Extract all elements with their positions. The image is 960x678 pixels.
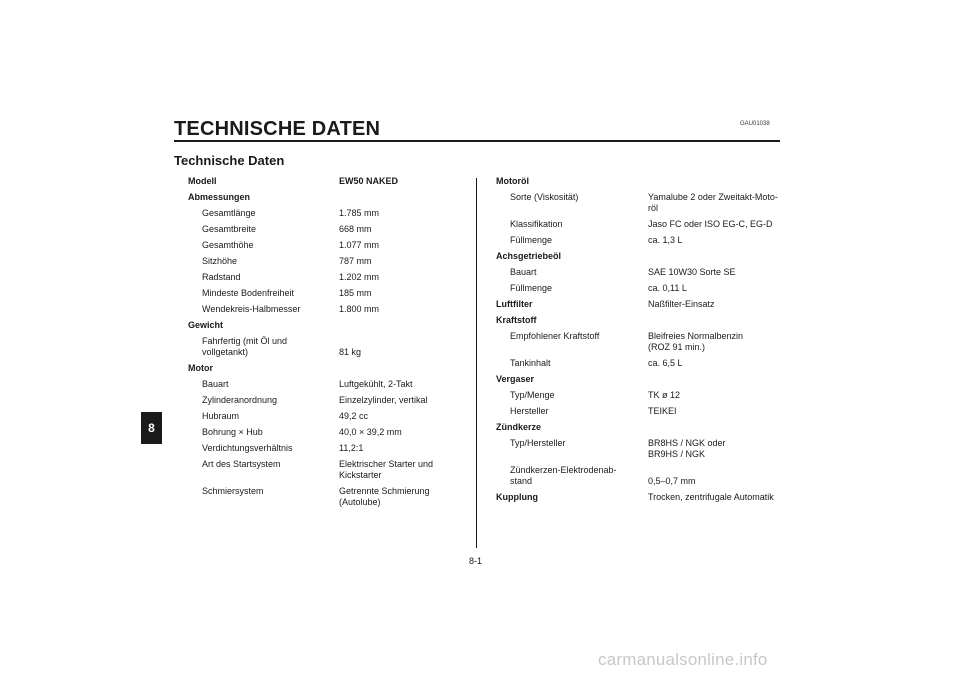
spec-label: Gesamtbreite	[202, 224, 257, 234]
title-rule	[174, 140, 780, 142]
spec-label: Motor	[188, 363, 213, 373]
chapter-number: 8	[148, 421, 155, 435]
spec-label: Bohrung × Hub	[202, 427, 263, 437]
spec-value: ca. 0,11 L	[648, 283, 687, 293]
spec-label: Bauart	[202, 379, 229, 389]
spec-label: Verdichtungsverhältnis	[202, 443, 293, 453]
spec-label: Klassifikation	[510, 219, 563, 229]
spec-value: EW50 NAKED	[339, 176, 399, 186]
spec-value-line: BR9HS / NGK	[648, 449, 706, 459]
spec-label: Abmessungen	[188, 192, 251, 202]
spec-label-line: stand	[510, 476, 533, 486]
document-code: GAU01038	[740, 121, 770, 127]
spec-value	[648, 331, 743, 353]
site-watermark: carmanualsonline.info	[598, 650, 768, 669]
spec-label: Füllmenge	[510, 235, 553, 245]
spec-value: TEIKEI	[648, 406, 677, 416]
spec-label: Gewicht	[188, 320, 224, 330]
spec-label: Sorte (Viskosität)	[510, 192, 579, 202]
spec-value-line: Yamalube 2 oder Zweitakt-Moto-	[648, 192, 778, 202]
spec-value: 787 mm	[339, 256, 372, 266]
spec-label: Radstand	[202, 272, 241, 282]
spec-value: 81 kg	[339, 347, 362, 357]
spec-label: Zündkerze	[496, 422, 542, 432]
spec-value-line: Getrennte Schmierung	[339, 486, 430, 496]
spec-label	[510, 465, 617, 487]
spec-label: Kupplung	[496, 492, 538, 502]
spec-value: Einzelzylinder, vertikal	[339, 395, 428, 405]
chapter-tab	[141, 412, 162, 444]
spec-value: TK ø 12	[648, 390, 681, 400]
spec-value-line: Bleifreies Normalbenzin	[648, 331, 744, 341]
spec-value: SAE 10W30 Sorte SE	[648, 267, 736, 277]
spec-label-line: vollgetankt)	[202, 347, 249, 357]
spec-label: Kraftstoff	[496, 315, 537, 325]
spec-value: 185 mm	[339, 288, 372, 298]
spec-label: Schmiersystem	[202, 486, 264, 496]
spec-value: 1.785 mm	[339, 208, 380, 218]
spec-value	[648, 192, 778, 214]
spec-label: Hubraum	[202, 411, 240, 421]
spec-value	[339, 459, 433, 481]
spec-label: Typ/Menge	[510, 390, 555, 400]
spec-value: ca. 1,3 L	[648, 235, 683, 245]
spec-value: 40,0 × 39,2 mm	[339, 427, 402, 437]
spec-label: Hersteller	[510, 406, 549, 416]
spec-label: Gesamthöhe	[202, 240, 254, 250]
spec-label: Tankinhalt	[510, 358, 551, 368]
spec-value: ca. 6,5 L	[648, 358, 683, 368]
spec-label: Füllmenge	[510, 283, 553, 293]
spec-value: 1.077 mm	[339, 240, 380, 250]
section-subtitle: Technische Daten	[174, 153, 285, 168]
spec-label: Motoröl	[496, 176, 529, 186]
spec-value	[648, 438, 726, 460]
spec-label: Empfohlener Kraftstoff	[510, 331, 600, 341]
spec-value: 1.202 mm	[339, 272, 380, 282]
spec-label: Sitzhöhe	[202, 256, 238, 266]
spec-label: Zylinderanordnung	[202, 395, 278, 405]
spec-value: 1.800 mm	[339, 304, 380, 314]
page-number: 8-1	[469, 556, 483, 566]
spec-label: Gesamtlänge	[202, 208, 256, 218]
spec-value-line: (ROZ 91 min.)	[648, 342, 706, 352]
spec-value	[339, 486, 430, 508]
spec-label: Mindeste Bodenfreiheit	[202, 288, 295, 298]
spec-value-line: Elektrischer Starter und	[339, 459, 434, 469]
spec-value: 0,5–0,7 mm	[648, 476, 696, 486]
spec-label: Bauart	[510, 267, 537, 277]
spec-value: Jaso FC oder ISO EG-C, EG-D	[648, 219, 773, 229]
spec-label-line: Zündkerzen-Elektrodenab-	[510, 465, 617, 475]
spec-value: Naßfilter-Einsatz	[648, 299, 715, 309]
spec-value-line: (Autolube)	[339, 497, 381, 507]
spec-label: Achsgetriebeöl	[496, 251, 562, 261]
spec-value: 11,2:1	[339, 443, 364, 453]
spec-value: Trocken, zentrifugale Automatik	[648, 492, 774, 502]
spec-label-line: Fahrfertig (mit Öl und	[202, 336, 288, 346]
spec-label: Typ/Hersteller	[510, 438, 566, 448]
spec-label: Art des Startsystem	[202, 459, 281, 469]
column-divider	[476, 178, 477, 548]
page-title: TECHNISCHE DATEN	[174, 118, 381, 140]
spec-label: Wendekreis-Halbmesser	[202, 304, 301, 314]
spec-value-line: röl	[648, 203, 659, 213]
spec-value-line: BR8HS / NGK oder	[648, 438, 726, 448]
spec-label: Luftfilter	[496, 299, 533, 309]
spec-label: Modell	[188, 176, 217, 186]
spec-label	[202, 336, 287, 358]
spec-value-line: Kickstarter	[339, 470, 382, 480]
spec-value: Luftgekühlt, 2-Takt	[339, 379, 413, 389]
spec-value: 49,2 cc	[339, 411, 369, 421]
spec-value: 668 mm	[339, 224, 372, 234]
spec-label: Vergaser	[496, 374, 535, 384]
